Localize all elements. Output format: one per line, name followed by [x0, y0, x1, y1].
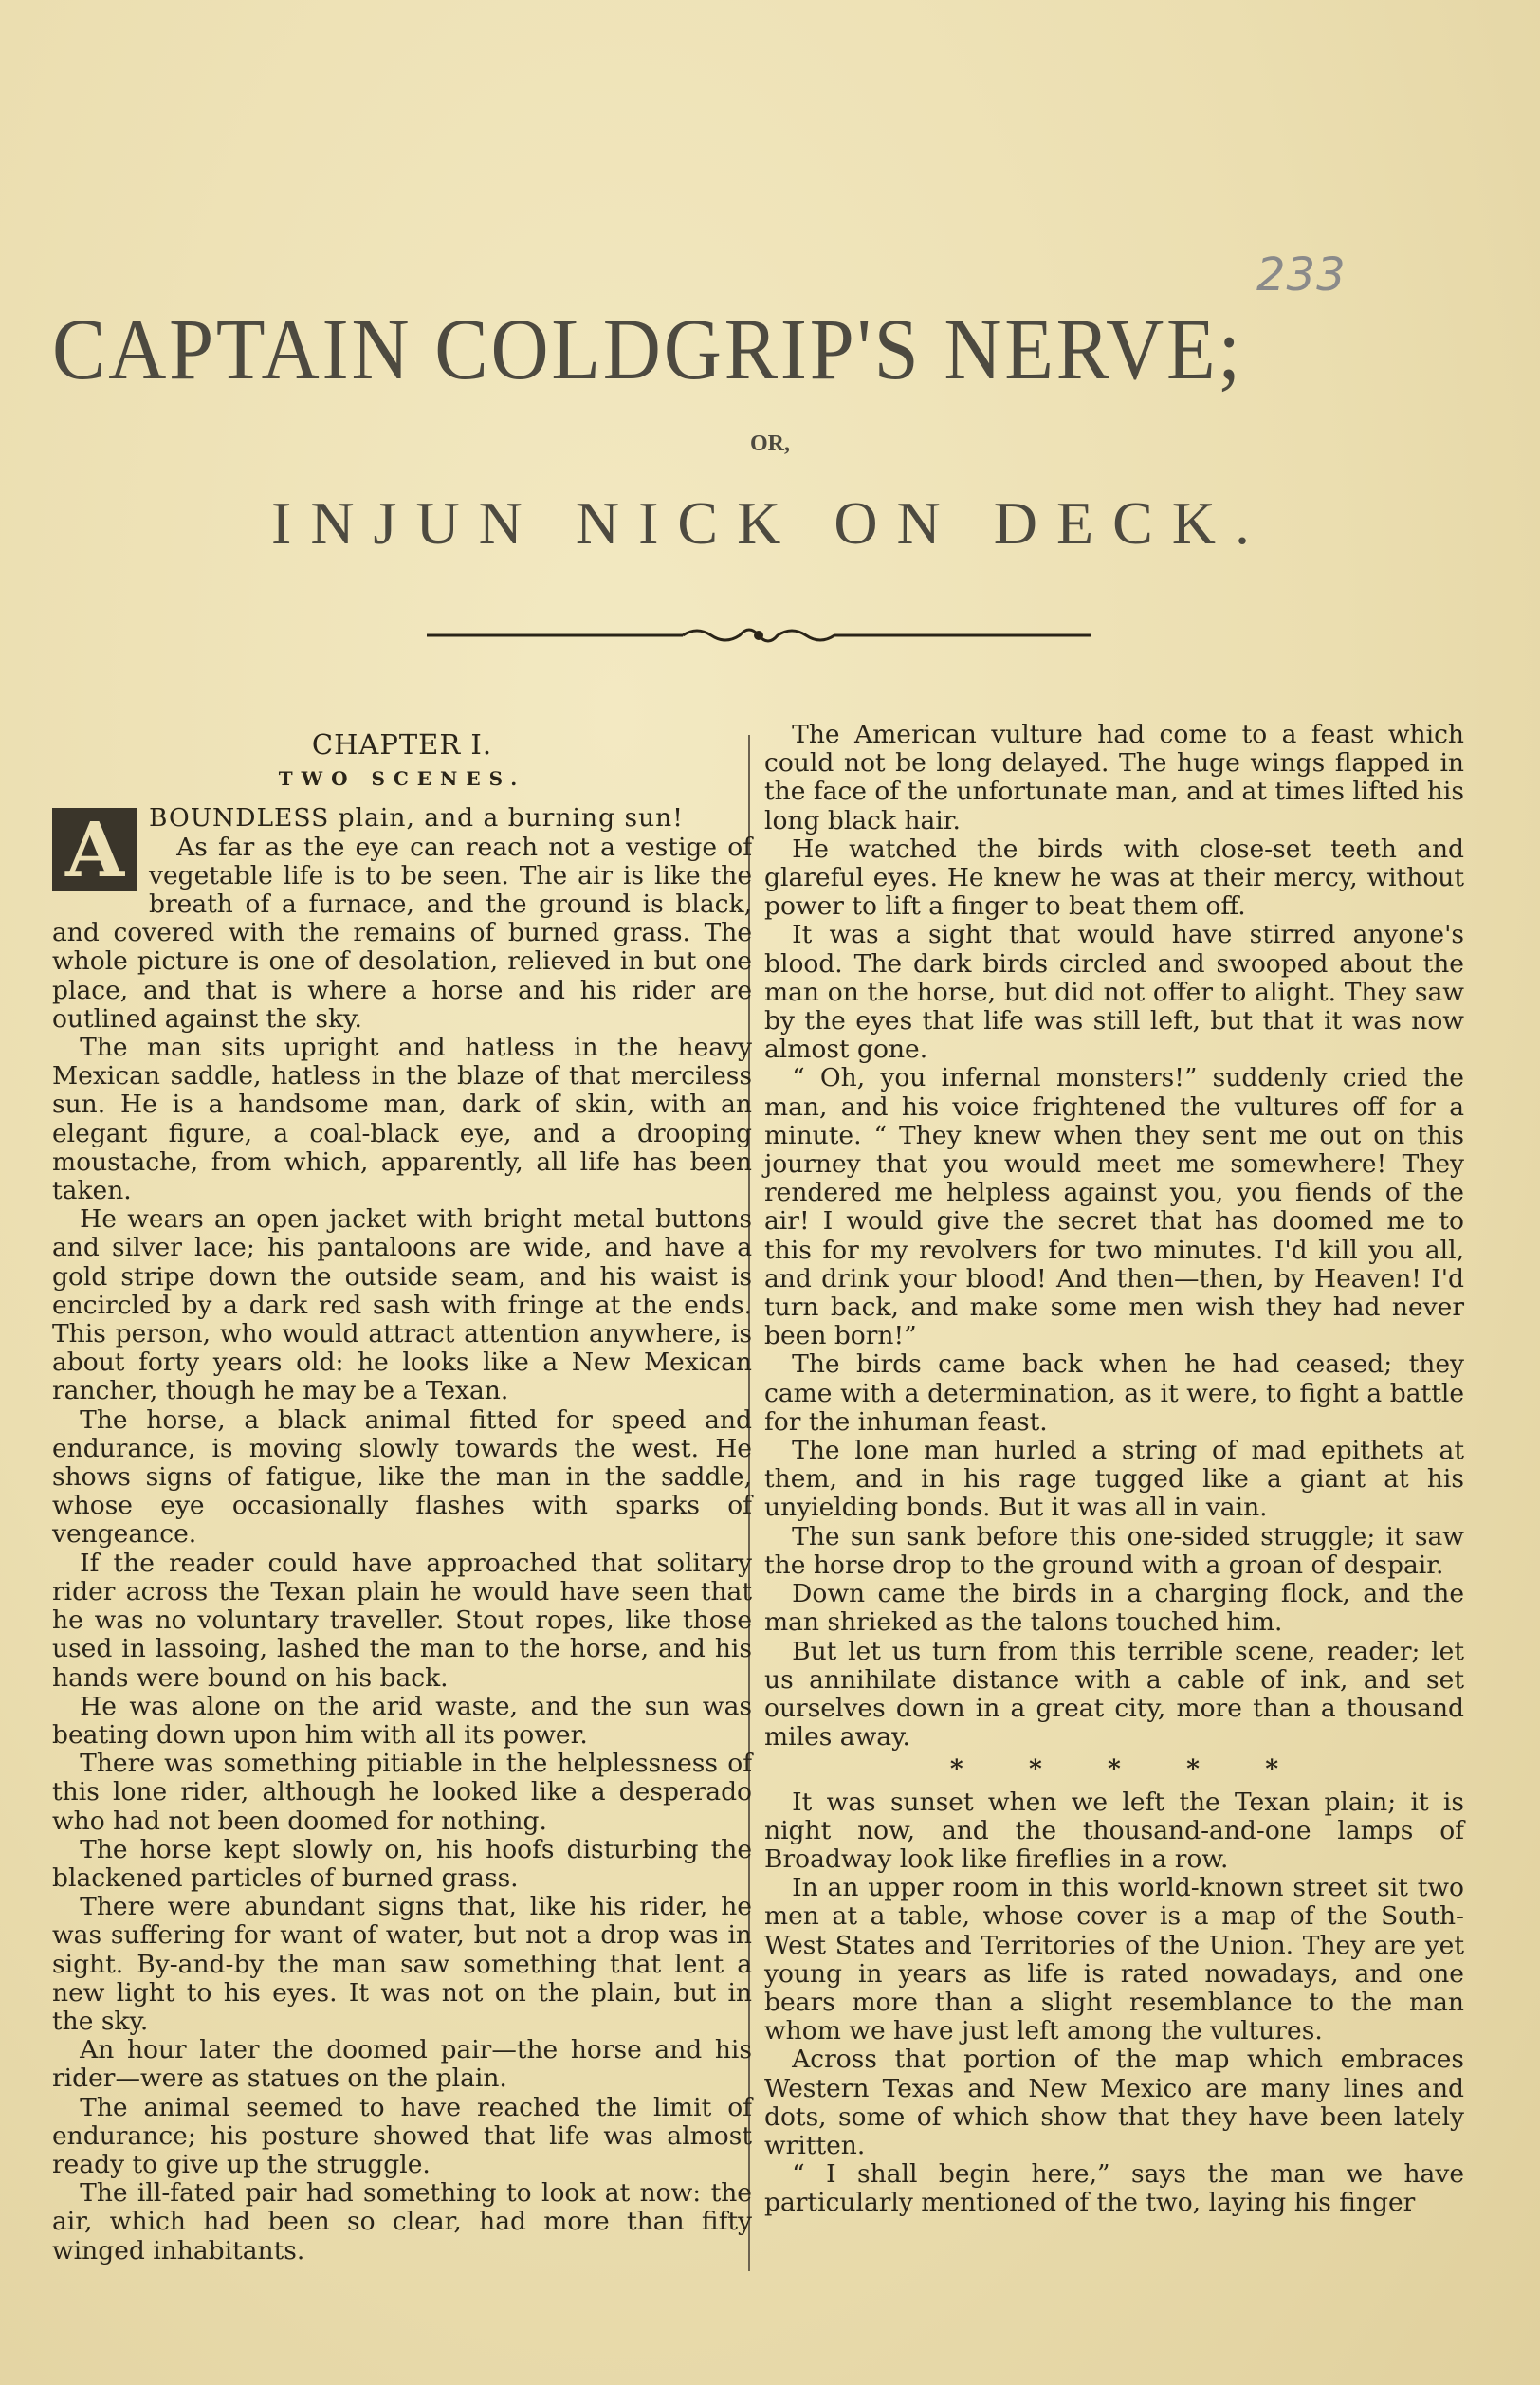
paragraph: He wears an open jacket with bright metal buttons and silver lace; his pantaloons are wide, and have a gold stripe down the outside seam, and his waist is encircled by a dark red sash with fringe at the ends. This person, who would attract attention anywhere, is about forty years old: he looks like a New Mexican rancher, though he may be a Texan.	[52, 1204, 752, 1406]
paragraph: He watched the birds with close-set teeth and glareful eyes. He knew he was at their mercy, without power to lift a finger to beat them off.	[764, 834, 1464, 922]
paragraph: The animal seemed to have reached the limit of endurance; his posture showed that life was almost ready to give up the struggle.	[52, 2092, 752, 2179]
ornament-divider	[427, 616, 1091, 654]
page-number: 233	[1256, 248, 1347, 302]
paragraph: The American vulture had come to a feast which could not be long delayed. The huge wings flapped in the face of the unfortunate man, and at times lifted his long black hair.	[764, 720, 1464, 835]
paragraph: He was alone on the arid waste, and the sun was beating down upon him with all its power.	[52, 1691, 752, 1750]
paragraph: It was a sight that would have stirred anyone's blood. The dark birds circled and swooped about the man on the horse, but did not offer to alight. They saw by the eyes that life was still left, but that it was now almost gone.	[764, 920, 1464, 1065]
paragraph: The man sits upright and hatless in the heavy Mexican saddle, hatless in the blaze of that merciless sun. He is a handsome man, dark of skin, with an elegant figure, a coal-black eye, and a drooping moustache, from which, apparently, all life has been taken.	[52, 1033, 752, 1206]
paragraph: The sun sank before this one-sided struggle; it saw the horse drop to the ground with a groan of despair.	[764, 1521, 1464, 1580]
paragraph: “ Oh, you infernal monsters!” suddenly cried the man, and his voice frightened the vultures off for a minute. “ They knew when they sent me out on this journey that you would meet me somewhere! They rendered me helpless against you, you fiends of the air! I would give the secret that has doomed me to this for my revolvers for two minutes. I'd kill you all, and drink your blood! And then—then, by Heaven! I'd turn back, and make some men wish they had never been born!”	[764, 1063, 1464, 1351]
paragraph: As far as the eye can reach not a vestige of vegetable life is to be seen. The air is like the breath of a furnace, and the ground is black, and covered with the remains of burned grass. The whole picture is one of desolation, relieved in but one place, and that is where a horse and his rider are outlined against the sky.	[52, 832, 752, 1034]
paragraph: The birds came back when he had ceased; they came with a determination, as it were, to fight a battle for the inhuman feast.	[764, 1349, 1464, 1437]
paragraph: If the reader could have approached that solitary rider across the Texan plain he would have seen that he was no voluntary traveller. Stout ropes, like those used in lassoing, lashed the man to the horse, and his hands were bound on his back.	[52, 1548, 752, 1693]
paragraph: In an upper room in this world-known street sit two men at a table, whose cover is a map of the South-West States and Territories of the Union. They are yet young in years as life is rated nowadays, and one bears more than a slight resemblance to the man whom we have just left among the vultures.	[764, 1873, 1464, 2046]
title-connector: OR,	[750, 431, 790, 456]
section-break: * * * * *	[949, 1754, 1279, 1785]
paragraph: An hour later the doomed pair—the horse and his rider—were as statues on the plain.	[52, 2035, 752, 2094]
paragraph: “ I shall begin here,” says the man we have particularly mentioned of the two, laying his finger	[764, 2159, 1464, 2218]
right-column	[764, 721, 1464, 2218]
paragraph: Across that portion of the map which embraces Western Texas and New Mexico are many lines and dots, some of which show that they have been lately written.	[764, 2045, 1464, 2160]
paragraph: There was something pitiable in the helplessness of this lone rider, although he looked like a desperado who had not been doomed for nothing.	[52, 1749, 752, 1836]
paragraph: It was sunset when we left the Texan plain; it is night now, and the thousand-and-one lamps of Broadway look like fireflies in a row.	[764, 1787, 1464, 1874]
paragraph: The horse, a black animal fitted for speed and endurance, is moving slowly towards the west. He shows signs of fatigue, like the man in the saddle, whose eye occasionally flashes with sparks of vengeance.	[52, 1404, 752, 1550]
paragraph: BOUNDLESS plain, and a burning sun!	[149, 803, 684, 834]
paragraph: The horse kept slowly on, his hoofs disturbing the blackened particles of burned grass.	[52, 1834, 752, 1893]
paragraph: The ill-fated pair had something to look at now: the air, which had been so clear, had more than fifty winged inhabitants.	[52, 2178, 752, 2266]
paragraph: The lone man hurled a string of mad epithets at them, and in his rage tugged like a giant at his unyielding bonds. But it was all in vain.	[764, 1436, 1464, 1523]
story-title: CAPTAIN COLDGRIP'S NERVE;	[52, 301, 1243, 397]
chapter-subheading: TWO SCENES.	[278, 767, 526, 791]
paragraph: Down came the birds in a charging flock, and the man shrieked as the talons touched him.	[764, 1579, 1464, 1638]
dropcap-letter: A	[52, 808, 138, 891]
paragraph: There were abundant signs that, like his rider, he was suffering for want of water, but not a drop was in sight. By-and-by the man saw something that lent a new light to his eyes. It was not on the plain, but in the sky.	[52, 1892, 752, 2036]
paragraph: But let us turn from this terrible scene, reader; let us annihilate distance with a cable of ink, and set ourselves down in a great city, more than a thousand miles away.	[764, 1636, 1464, 1752]
left-column	[52, 721, 752, 2266]
story-subtitle: INJUN NICK ON DECK.	[271, 489, 1269, 557]
chapter-heading: CHAPTER I.	[311, 728, 493, 761]
